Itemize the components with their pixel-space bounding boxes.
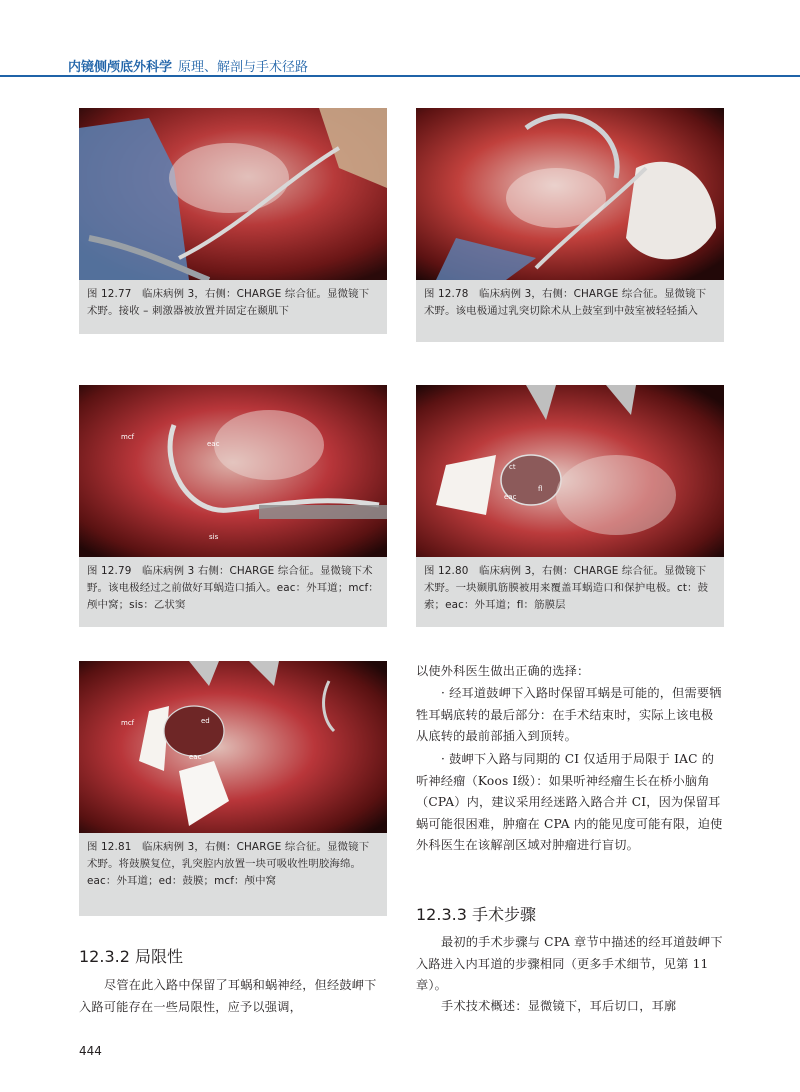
bullet-cochlea-preservation: · 经耳道鼓岬下入路时保留耳蜗是可能的，但需要牺牲耳蜗底转的最后部分：在手术结束时，实际上该电极从底转的最前部插入到顶转。 xyxy=(416,686,722,744)
bullet-koos-grade: · 鼓岬下入路与同期的 CI 仅适用于局限于 IAC 的听神经瘤（Koos Ⅰ级）：如果听神经瘤生长在桥小脑角（CPA）内，建议采用经迷路入路合并 CI，因为保留耳蜗可能很困难，肿瘤在 CPA 内的能见度可能有限，迫使外科医生在该解剖区域对肿瘤进行盲切。 xyxy=(416,752,723,853)
header-title xyxy=(68,56,308,75)
page-number: 444 xyxy=(79,1044,102,1058)
paragraph-steps: 最初的手术步骤与 CPA 章节中描述的经耳道鼓岬下入路进入内耳道的步骤相同（更多手术细节，见第 11 章）。 xyxy=(416,935,723,993)
surgical-photo xyxy=(416,108,724,280)
figure-caption: 图 12.78 临床病例 3，右侧：CHARGE 综合征。显微镜下术野。该电极通过乳突切除术从上鼓室到中鼓室被轻轻插入 xyxy=(424,288,707,317)
paragraph-technique-overview: 手术技术概述：显微镜下，耳后切口，耳廓 xyxy=(441,999,677,1013)
section-heading-steps: 12.3.3 手术步骤 xyxy=(416,905,536,924)
surgical-photo xyxy=(79,661,387,833)
paragraph-continuation: 以使外科医生做出正确的选择： xyxy=(416,664,590,678)
figure-caption: 图 12.79 临床病例 3 右侧：CHARGE 综合征。显微镜下术野。该电极经过之前做好耳蜗造口插入。eac：外耳道；mcf：颅中窝；sis：乙状窦 xyxy=(87,565,379,611)
label-sis: sis xyxy=(209,533,219,541)
surgical-photo xyxy=(416,385,724,557)
figure-12-81 xyxy=(79,661,387,916)
label-ct: ct xyxy=(509,463,516,471)
label-eac: eac xyxy=(189,753,202,761)
figure-caption: 图 12.77 临床病例 3，右侧：CHARGE 综合征。显微镜下术野。接收 – 刺激器被放置并固定在颞肌下 xyxy=(87,288,370,317)
header-rule xyxy=(0,75,800,77)
label-ed: ed xyxy=(201,717,210,725)
figure-caption: 图 12.81 临床病例 3，右侧：CHARGE 综合征。显微镜下术野。将鼓膜复位，乳突腔内放置一块可吸收性明胶海绵。eac：外耳道；ed：鼓膜；mcf：颅中窝 xyxy=(87,841,370,887)
surgical-photo xyxy=(79,108,387,280)
figure-caption: 图 12.80 临床病例 3，右侧：CHARGE 综合征。显微镜下术野。一块颞肌筋膜被用来覆盖耳蜗造口和保护电极。ct：鼓索；eac：外耳道；fl：筋膜层 xyxy=(424,565,709,611)
label-eac: eac xyxy=(207,440,220,448)
section-heading-limitations: 12.3.2 局限性 xyxy=(79,947,183,966)
surgical-photo xyxy=(79,385,387,557)
label-mcf: mcf xyxy=(121,719,135,727)
book-subtitle: 原理、解剖与手术径路 xyxy=(178,60,309,75)
label-mcf: mcf xyxy=(121,433,135,441)
running-header xyxy=(0,0,800,78)
label-eac: eac xyxy=(504,493,517,501)
paragraph-limitations: 尽管在此入路中保留了耳蜗和蜗神经，但经鼓岬下入路可能存在一些局限性，应予以强调， xyxy=(79,978,377,1014)
book-title: 内镜侧颅底外科学 xyxy=(68,60,173,75)
label-fl: fl xyxy=(538,485,543,493)
figure-12-79 xyxy=(79,385,387,627)
figure-12-80 xyxy=(416,385,724,627)
figure-12-78 xyxy=(416,108,724,342)
figure-12-77 xyxy=(79,108,387,334)
